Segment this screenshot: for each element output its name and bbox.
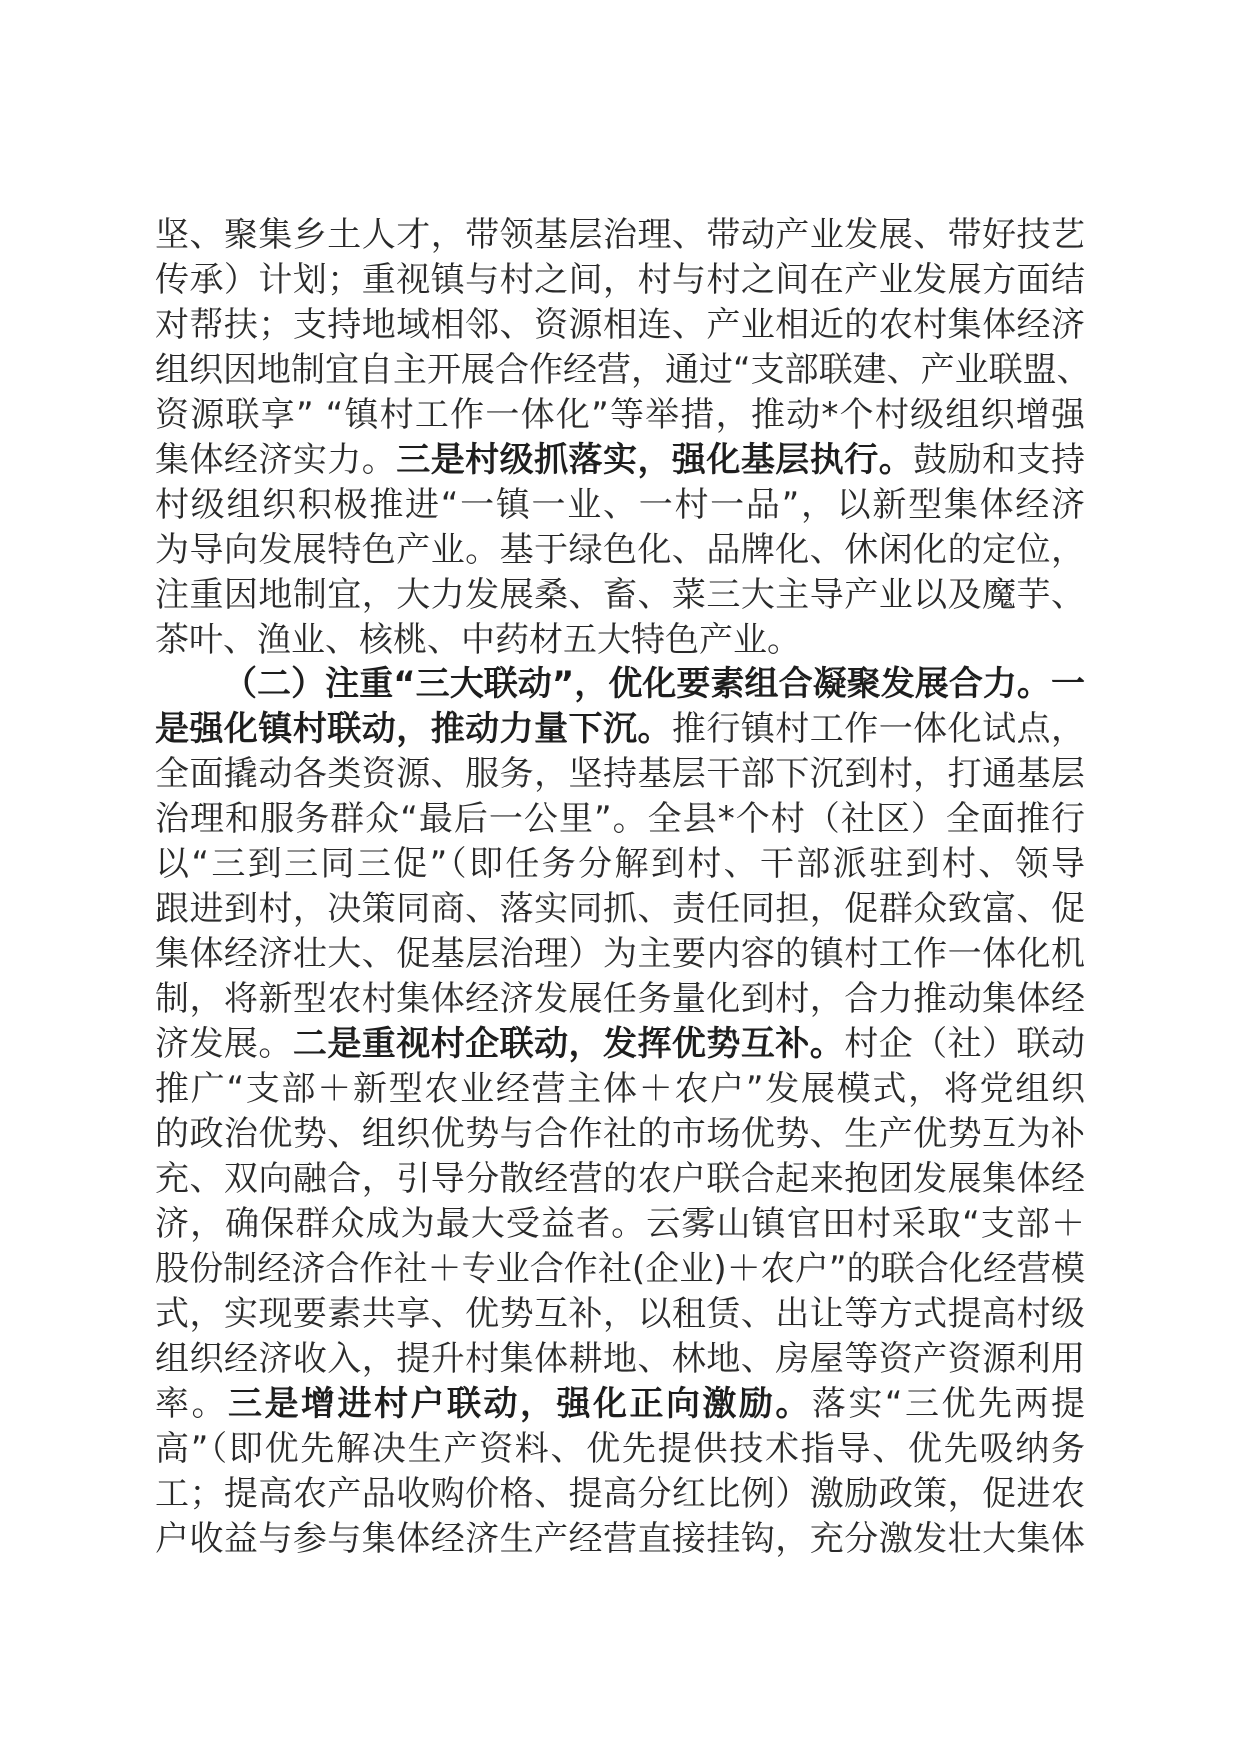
text-run: 落实“三优先两提 <box>811 1384 1086 1424</box>
text-line: 工；提高农产品收购价格、提高分红比例）激励政策，促进农 <box>155 1474 1085 1514</box>
text-line: 股份制经济合作社＋专业合作社(企业)＋农户”的联合化经营模 <box>155 1249 1085 1289</box>
text-line: 组织因地制宜自主开展合作经营，通过“支部联建、产业联盟、 <box>155 350 1091 390</box>
text-line: 组织经济收入，提升村集体耕地、林地、房屋等资产资源利用 <box>155 1339 1085 1379</box>
text-line <box>155 438 1085 483</box>
bold-heading-run: 三是村级抓落实，强化基层执行。 <box>396 440 914 480</box>
text-line: 户收益与参与集体经济生产经营直接挂钩，充分激发壮大集体 <box>155 1519 1085 1559</box>
text-line <box>155 707 1085 752</box>
bold-heading-run: 二是重视村企联动，发挥优势互补。 <box>292 1024 845 1064</box>
paragraph-continued <box>155 213 1091 663</box>
text-run: 村企（社）联动 <box>844 1024 1086 1064</box>
text-line: 的政治优势、组织优势与合作社的市场优势、生产优势互为补 <box>155 1114 1085 1154</box>
text-line: 茶叶、渔业、核桃、中药材五大特色产业。 <box>155 620 801 660</box>
text-run: 济发展。 <box>155 1024 293 1064</box>
text-run: 率。 <box>155 1384 228 1424</box>
text-line: 传承）计划；重视镇与村之间，村与村之间在产业发展方面结 <box>155 260 1085 300</box>
text-run: 推行镇村工作一体化试点， <box>671 709 1085 749</box>
text-line: 制，将新型农村集体经济发展任务量化到村，合力推动集体经 <box>155 979 1085 1019</box>
section-heading-line: （二）注重“三大联动”，优化要素组合凝聚发展合力。一 <box>223 664 1085 704</box>
text-line: 跟进到村，决策同商、落实同抓、责任同担，促群众致富、促 <box>155 889 1085 929</box>
text-line: 对帮扶；支持地域相邻、资源相连、产业相近的农村集体经济 <box>155 305 1085 345</box>
text-line <box>155 1022 1085 1067</box>
text-line: 注重因地制宜，大力发展桑、畜、菜三大主导产业以及魔芋、 <box>155 575 1085 615</box>
text-line: 治理和服务群众“最后一公里”。全县*个村（社区）全面推行 <box>155 799 1085 839</box>
bold-heading-run: 是强化镇村联动，推动力量下沉。 <box>155 709 672 749</box>
text-line: 集体经济壮大、促基层治理）为主要内容的镇村工作一体化机 <box>155 934 1085 974</box>
text-line: 为导向发展特色产业。基于绿色化、品牌化、休闲化的定位， <box>155 530 1085 570</box>
text-line: 式，实现要素共享、优势互补，以租赁、出让等方式提高村级 <box>155 1294 1085 1334</box>
text-line: 资源联享” “镇村工作一体化”等举措，推动*个村级组织增强 <box>155 395 1085 435</box>
text-line: 坚、聚集乡土人才，带领基层治理、带动产业发展、带好技艺 <box>155 215 1085 255</box>
text-run: 集体经济实力。 <box>155 440 397 480</box>
text-line: 充、双向融合，引导分散经营的农户联合起来抱团发展集体经 <box>155 1159 1085 1199</box>
text-run: 鼓励和支持 <box>913 440 1086 480</box>
text-line <box>155 1382 1085 1427</box>
text-line: 全面撬动各类资源、服务，坚持基层干部下沉到村，打通基层 <box>155 754 1085 794</box>
text-line: 高”（即优先解决生产资料、优先提供技术指导、优先吸纳务 <box>155 1429 1085 1469</box>
text-line: 以“三到三同三促”（即任务分解到村、干部派驻到村、领导 <box>155 844 1085 884</box>
paragraph-section-two <box>155 662 1085 1562</box>
text-line: 推广“支部＋新型农业经营主体＋农户”发展模式，将党组织 <box>155 1069 1085 1109</box>
bold-heading-run: 三是增进村户联动，强化正向激励。 <box>228 1384 812 1424</box>
text-line: 村级组织积极推进“一镇一业、一村一品”，以新型集体经济 <box>155 485 1085 525</box>
text-line: 济，确保群众成为最大受益者。云雾山镇官田村采取“支部＋ <box>155 1204 1085 1244</box>
